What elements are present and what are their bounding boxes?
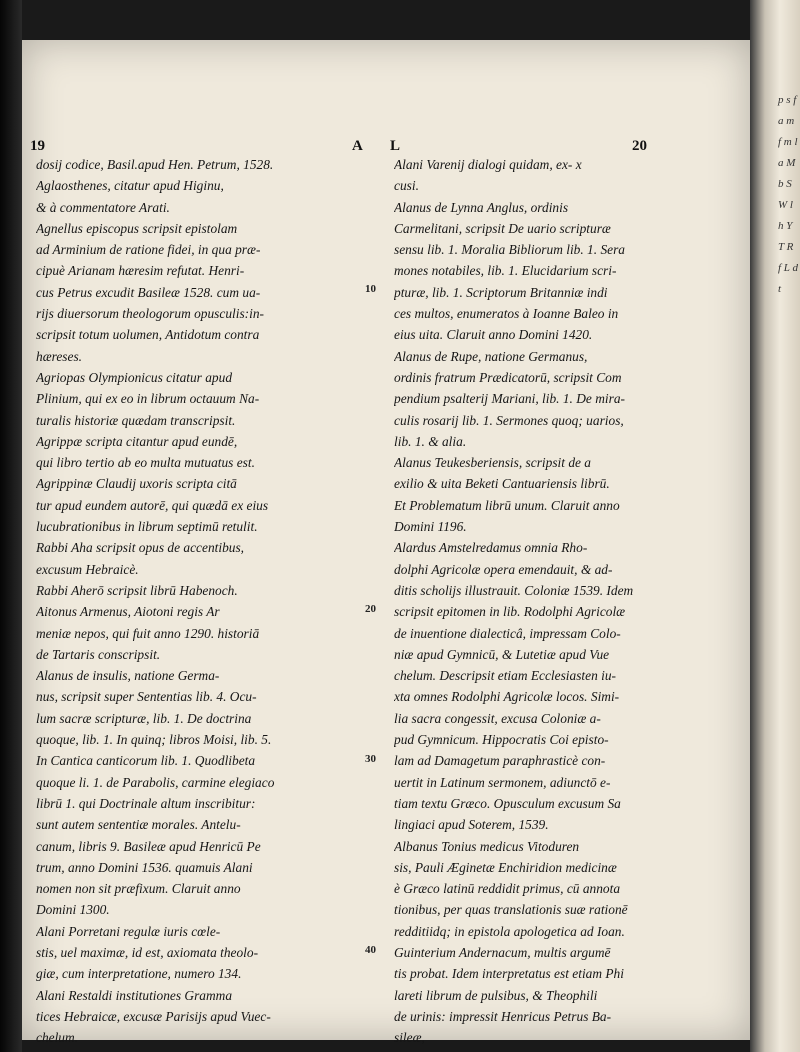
next-page-edge-letters: p s f a m f m l a M b S W l h Y T R f L d t	[778, 94, 798, 295]
text-line: qui libro tertio ab eo multa mutuatus est.	[36, 455, 255, 471]
text-line: sileæ,	[394, 1030, 425, 1046]
text-line: tices Hebraicæ, excusæ Parisijs apud Vuec-	[36, 1008, 271, 1024]
text-line: Agrippinæ Claudij uxoris scripta citā	[36, 476, 237, 492]
text-line: & à commentatore Arati.	[36, 199, 170, 215]
text-line: stis, uel maximæ, id est, axiomata theolo-	[36, 944, 259, 960]
text-line: quoque li. 1. de Parabolis, carmine elegiaco	[36, 774, 275, 790]
text-line: tis probat. Idem interpretatus est etiam Phi	[394, 966, 624, 982]
text-line: tur apud eundem autorē, qui quædā ex eius	[36, 497, 269, 513]
text-line: rijs diuersorum theologorum opusculis:in-	[36, 306, 265, 322]
text-line: de inuentione dialecticâ, impressam Colo-	[394, 625, 621, 641]
text-line: sunt autem sententiæ morales. Antelu-	[36, 817, 241, 833]
text-line: dosij codice, Basil.apud Hen. Petrum, 1528.	[36, 157, 274, 172]
header-letter-right: L	[390, 138, 401, 154]
text-line: ad Arminium de ratione fidei, in qua præ-	[36, 242, 261, 258]
text-line: lareti librum de pulsibus, & Theophili	[394, 987, 598, 1003]
text-line: cusi.	[394, 178, 419, 194]
text-line: Alani Varenij dialogi quidam, ex- x	[394, 157, 582, 172]
text-line: Alanus de insulis, natione Germa-	[36, 668, 220, 684]
text-line: Domini 1196.	[394, 519, 467, 535]
text-line: exilio & uita Beketi Cantuariensis librū.	[394, 476, 610, 492]
line-number-30: 30	[365, 753, 376, 765]
text-line: de urinis: impressit Henricus Petrus Ba-	[394, 1008, 612, 1024]
line-number-20: 20	[365, 603, 376, 615]
text-line: excusum Hebraicè.	[36, 561, 139, 577]
text-line: ordinis fratrum Prædicatorū, scripsit Com	[394, 369, 622, 385]
text-line: Agriopas Olympionicus citatur apud	[36, 369, 233, 385]
text-line: giæ, cum interpretatione, numero 134.	[36, 966, 242, 982]
text-line: Alardus Amstelredamus omnia Rho-	[394, 540, 588, 556]
text-line: Alanus Teukesberiensis, scripsit de a	[394, 455, 592, 471]
text-line: xta omnes Rodolphi Agricolæ locos. Simi-	[394, 689, 620, 705]
text-line: cipuè Arianam hæresim refutat. Henri-	[36, 263, 245, 279]
header-page-number-left: 19	[30, 138, 45, 154]
text-line: trum, anno Domini 1536. quamuis Alani	[36, 859, 253, 875]
text-line: culis rosarij lib. 1. Sermones quoq; uarios,	[394, 412, 624, 428]
text-line: pendium psalterij Mariani, lib. 1. De mira-	[394, 391, 625, 407]
text-line: lum sacræ scripturæ, lib. 1. De doctrina	[36, 710, 252, 726]
text-line: In Cantica canticorum lib. 1. Quodlibeta	[36, 753, 256, 769]
text-line: Domini 1300.	[36, 902, 110, 918]
line-number-10: 10	[365, 283, 376, 295]
text-line: Albanus Tonius medicus Vitoduren	[394, 838, 580, 854]
text-line: Alani Porretani regulæ iuris cœle-	[36, 923, 221, 939]
text-line: librū 1. qui Doctrinale altum inscribitur:	[36, 795, 256, 811]
text-line: dolphi Agricolæ opera emendauit, & ad-	[394, 561, 613, 577]
text-line: eius uita. Claruit anno Domini 1420.	[394, 327, 593, 343]
text-line: Alanus de Lynna Anglus, ordinis	[394, 199, 569, 215]
text-line: Alanus de Rupe, natione Germanus,	[394, 348, 588, 364]
text-line: pturæ, lib. 1. Scriptorum Britanniæ indi	[394, 284, 608, 300]
text-line: Guinterium Andernacum, multis argumē	[394, 944, 611, 960]
text-line: Carmelitani, scripsit De uario scripturæ	[394, 220, 611, 236]
text-line: lib. 1. & alia.	[394, 433, 467, 449]
text-line: scripsit totum uolumen, Antidotum contra	[36, 327, 260, 343]
text-line: sis, Pauli Æginetæ Enchiridion medicinæ	[394, 859, 617, 875]
text-line: Alani Restaldi institutiones Gramma	[36, 987, 233, 1003]
left-text-column	[36, 154, 356, 1048]
text-line: mones notabiles, lib. 1. Elucidarium scri-	[394, 263, 617, 279]
text-line: Et Problematum librū unum. Claruit anno	[394, 497, 620, 513]
text-line: Rabbi Aha scripsit opus de accentibus,	[36, 540, 245, 556]
text-line: scripsit epitomen in lib. Rodolphi Agricolæ	[394, 604, 626, 620]
text-line: quoque, lib. 1. In quinq; libros Moisi, lib. 5.	[36, 732, 272, 748]
text-line: ditis scholijs illustrauit. Coloniæ 1539. Idem	[394, 582, 634, 598]
text-line: de Tartaris conscripsit.	[36, 646, 161, 662]
text-line: Agrippæ scripta citantur apud eundē,	[36, 433, 238, 449]
text-line: Rabbi Aherō scripsit librū Habenoch.	[36, 582, 238, 598]
next-page-edge	[750, 0, 800, 1052]
text-line: Plinium, qui ex eo in librum octauum Na-	[36, 391, 260, 407]
book-page	[22, 40, 750, 1046]
text-line: tiam textu Græco. Opusculum excusum Sa	[394, 795, 621, 811]
text-line: niæ apud Gymnicū, & Lutetiæ apud Vue	[394, 646, 610, 662]
text-line: turalis historiæ quædam transcripsit.	[36, 412, 236, 428]
text-line: ces multos, enumeratos à Ioanne Baleo in	[394, 306, 619, 322]
text-line: cus Petrus excudit Basileæ 1528. cum ua-	[36, 284, 261, 300]
text-line: lucubrationibus in librum septimū retulit.	[36, 519, 258, 535]
text-line: lingiaci apud Soterem, 1539.	[394, 817, 549, 833]
text-line: meniæ nepos, qui fuit anno 1290. historiā	[36, 625, 260, 641]
right-text-column	[394, 154, 716, 1048]
text-line: lia sacra congessit, excusa Coloniæ a-	[394, 710, 601, 726]
text-line: sensu lib. 1. Moralia Bibliorum lib. 1. Sera	[394, 242, 625, 258]
book-gutter-shadow	[0, 0, 22, 1052]
text-line: pud Gymnicum. Hippocratis Coi episto-	[394, 732, 609, 748]
header-letter-left: A	[352, 138, 363, 154]
text-line: tionibus, per quas translationis suæ rationē	[394, 902, 628, 918]
text-line: Aitonus Armenus, Aiotoni regis Ar	[36, 604, 220, 620]
text-line: Aglaosthenes, citatur apud Higinu,	[36, 178, 224, 194]
text-line: chelum.	[36, 1030, 79, 1046]
header-page-number-right: 20	[632, 138, 647, 154]
line-number-40: 40	[365, 944, 376, 956]
text-line: lam ad Damagetum paraphrasticè con-	[394, 753, 606, 769]
text-line: redditiidq; in epistola apologetica ad Ioan.	[394, 923, 625, 939]
text-line: canum, libris 9. Basileæ apud Henricū Pe	[36, 838, 261, 854]
text-line: hæreses.	[36, 348, 82, 364]
text-line: nus, scripsit super Sententias lib. 4. Ocu-	[36, 689, 257, 705]
text-line: nomen non sit præfixum. Claruit anno	[36, 881, 241, 897]
text-line: Agnellus episcopus scripsit epistolam	[36, 220, 238, 236]
text-line: chelum. Descripsit etiam Ecclesiasten iu-	[394, 668, 617, 684]
text-line: è Græco latinū reddidit primus, cū annota	[394, 881, 621, 897]
text-line: uertit in Latinum sermonem, adiunctō e-	[394, 774, 611, 790]
